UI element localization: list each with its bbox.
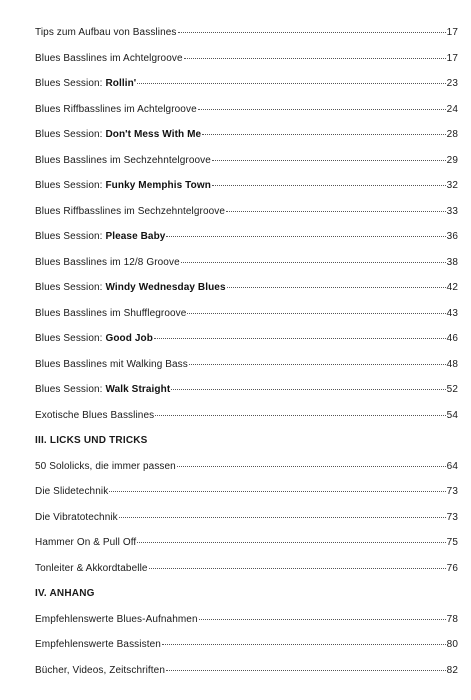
toc-section-licks-und-tricks <box>35 461 458 589</box>
toc-entry-page-number: 64 <box>446 460 458 472</box>
toc-entry-page-number: 29 <box>446 154 458 166</box>
toc-entry <box>35 665 458 691</box>
toc-entry <box>35 512 458 538</box>
dot-leader <box>177 466 446 467</box>
toc-entry <box>35 308 458 334</box>
dot-leader <box>184 58 446 59</box>
toc-entry-page-number: 28 <box>446 129 458 140</box>
dot-leader <box>155 415 445 416</box>
toc-entry <box>35 359 458 385</box>
toc-entry <box>35 155 458 181</box>
dot-leader <box>137 542 445 543</box>
toc-entry-prefix: Tonleiter & Akkordtabelle <box>35 562 148 574</box>
dot-leader <box>181 262 446 263</box>
dot-leader <box>137 83 445 84</box>
toc-entry <box>35 27 458 53</box>
dot-leader <box>202 134 445 135</box>
dot-leader <box>109 491 445 492</box>
toc-entry-prefix: Blues Session: <box>35 78 106 89</box>
toc-entry-page-number: 43 <box>446 307 458 319</box>
dot-leader <box>154 338 446 339</box>
toc-entry-label <box>35 461 176 472</box>
toc-entry-prefix: Blues Riffbasslines im Sechzehntelgroove <box>35 205 226 217</box>
toc-entry-label <box>35 333 153 344</box>
toc-entry-page-number: 52 <box>446 384 458 395</box>
toc-entry <box>35 333 458 359</box>
toc-entry-prefix: Blues Session: <box>35 333 106 344</box>
toc-entry-prefix: Blues Basslines im Shufflegroove <box>35 307 187 319</box>
dot-leader <box>171 389 445 390</box>
toc-entry-page-number: 17 <box>446 52 458 64</box>
dot-leader <box>189 364 446 365</box>
dot-leader <box>166 236 445 237</box>
toc-entry-label <box>35 104 197 115</box>
toc-entry-page-number: 24 <box>446 103 458 115</box>
toc-entry-label <box>35 129 201 140</box>
dot-leader <box>119 517 446 518</box>
toc-entry-label <box>35 410 154 421</box>
toc-entry-page-number: 75 <box>446 537 458 548</box>
dot-leader <box>178 32 446 33</box>
toc-entry-label <box>35 384 170 395</box>
toc-entry-label <box>35 512 118 523</box>
toc-section-anhang <box>35 614 458 691</box>
toc-entry-prefix: Blues Basslines mit Walking Bass <box>35 358 188 370</box>
toc-entry-page-number: 73 <box>446 486 458 497</box>
toc-entry-prefix: Tips zum Aufbau von Basslines <box>35 27 177 38</box>
toc-entry <box>35 257 458 283</box>
toc-entry-prefix: Empfehlenswerte Blues-Aufnahmen <box>35 613 198 625</box>
toc-entry-prefix: 50 Sololicks, die immer passen <box>35 460 176 472</box>
dot-leader <box>198 109 446 110</box>
toc-entry-prefix: Exotische Blues Basslines <box>35 409 155 421</box>
toc-entry <box>35 206 458 232</box>
toc-entry-prefix: Blues Basslines im Achtelgroove <box>35 52 183 64</box>
toc-entry-song-title: Walk Straight <box>105 384 171 395</box>
toc-entry <box>35 104 458 130</box>
toc-entry-page-number: 54 <box>446 409 458 421</box>
toc-entry-page-number: 73 <box>446 511 458 523</box>
toc-entry-page-number: 38 <box>446 256 458 268</box>
dot-leader <box>162 644 446 645</box>
table-of-contents <box>35 27 458 690</box>
toc-entry-label <box>35 614 198 625</box>
toc-entry-page-number: 17 <box>446 27 458 38</box>
toc-section-blues-basslines <box>35 27 458 435</box>
toc-entry-song-title: Good Job <box>105 333 153 344</box>
toc-entry <box>35 129 458 155</box>
dot-leader <box>226 211 446 212</box>
section-heading-anhang: IV. ANHANG <box>35 588 95 599</box>
toc-entry-label <box>35 206 225 217</box>
toc-entry-label <box>35 563 148 574</box>
toc-entry <box>35 639 458 665</box>
toc-entry <box>35 78 458 104</box>
toc-entry-page-number: 42 <box>446 282 458 293</box>
toc-entry-page-number: 36 <box>446 231 458 242</box>
toc-entry-label <box>35 155 211 166</box>
toc-entry <box>35 486 458 512</box>
toc-entry-prefix: Empfehlenswerte Bassisten <box>35 639 161 650</box>
toc-entry <box>35 461 458 487</box>
toc-entry-page-number: 48 <box>446 358 458 370</box>
toc-entry-prefix: Die Slidetechnik <box>35 486 109 497</box>
toc-entry-prefix: Blues Session: <box>35 129 106 140</box>
toc-entry-song-title: Rollin' <box>105 78 137 89</box>
toc-entry-prefix: Blues Session: <box>35 384 106 395</box>
toc-entry-prefix: Hammer On & Pull Off <box>35 537 137 548</box>
toc-entry-label <box>35 665 165 676</box>
toc-entry <box>35 563 458 589</box>
toc-entry <box>35 410 458 436</box>
toc-entry-page-number: 76 <box>446 562 458 574</box>
toc-entry-page-number: 80 <box>446 639 458 650</box>
toc-entry-label <box>35 486 108 497</box>
dot-leader <box>212 160 446 161</box>
toc-entry-label <box>35 359 188 370</box>
toc-entry-page-number: 33 <box>446 205 458 217</box>
toc-entry-prefix: Die Vibratotechnik <box>35 511 118 523</box>
toc-entry-page-number: 78 <box>446 613 458 625</box>
dot-leader <box>199 619 446 620</box>
toc-entry-page-number: 23 <box>446 78 458 89</box>
toc-entry <box>35 282 458 308</box>
toc-entry <box>35 180 458 206</box>
dot-leader <box>149 568 446 569</box>
dot-leader <box>212 185 446 186</box>
toc-entry <box>35 537 458 563</box>
dot-leader <box>166 670 446 671</box>
toc-entry-prefix: Blues Session: <box>35 231 106 242</box>
toc-entry-label <box>35 257 180 268</box>
toc-entry-label <box>35 308 186 319</box>
toc-entry-prefix: Bücher, Videos, Zeitschriften <box>35 664 166 676</box>
section-heading-licks-und-tricks: III. LICKS UND TRICKS <box>35 435 148 446</box>
toc-entry-prefix: Blues Session: <box>35 180 106 191</box>
toc-entry-label <box>35 282 226 293</box>
toc-entry-label <box>35 27 177 38</box>
toc-entry-song-title: Windy Wednesday Blues <box>105 282 226 293</box>
toc-entry-label <box>35 537 136 548</box>
toc-entry-label <box>35 78 136 89</box>
toc-entry-label <box>35 231 165 242</box>
toc-entry <box>35 614 458 640</box>
toc-entry-song-title: Funky Memphis Town <box>105 180 211 191</box>
toc-entry-song-title: Don't Mess With Me <box>105 129 202 140</box>
toc-entry-page-number: 82 <box>446 664 458 676</box>
toc-entry-label <box>35 180 211 191</box>
toc-entry-prefix: Blues Riffbasslines im Achtelgroove <box>35 103 197 115</box>
toc-entry-page-number: 32 <box>446 180 458 191</box>
toc-entry-prefix: Blues Basslines im 12/8 Groove <box>35 256 180 268</box>
toc-entry-label <box>35 53 183 64</box>
toc-entry-prefix: Blues Basslines im Sechzehntelgroove <box>35 154 211 166</box>
toc-entry <box>35 384 458 410</box>
toc-entry-label <box>35 639 161 650</box>
toc-entry-prefix: Blues Session: <box>35 282 106 293</box>
toc-entry <box>35 231 458 257</box>
dot-leader <box>187 313 445 314</box>
toc-entry-page-number: 46 <box>446 333 458 344</box>
toc-entry <box>35 53 458 79</box>
toc-entry-song-title: Please Baby <box>105 231 166 242</box>
dot-leader <box>227 287 446 288</box>
